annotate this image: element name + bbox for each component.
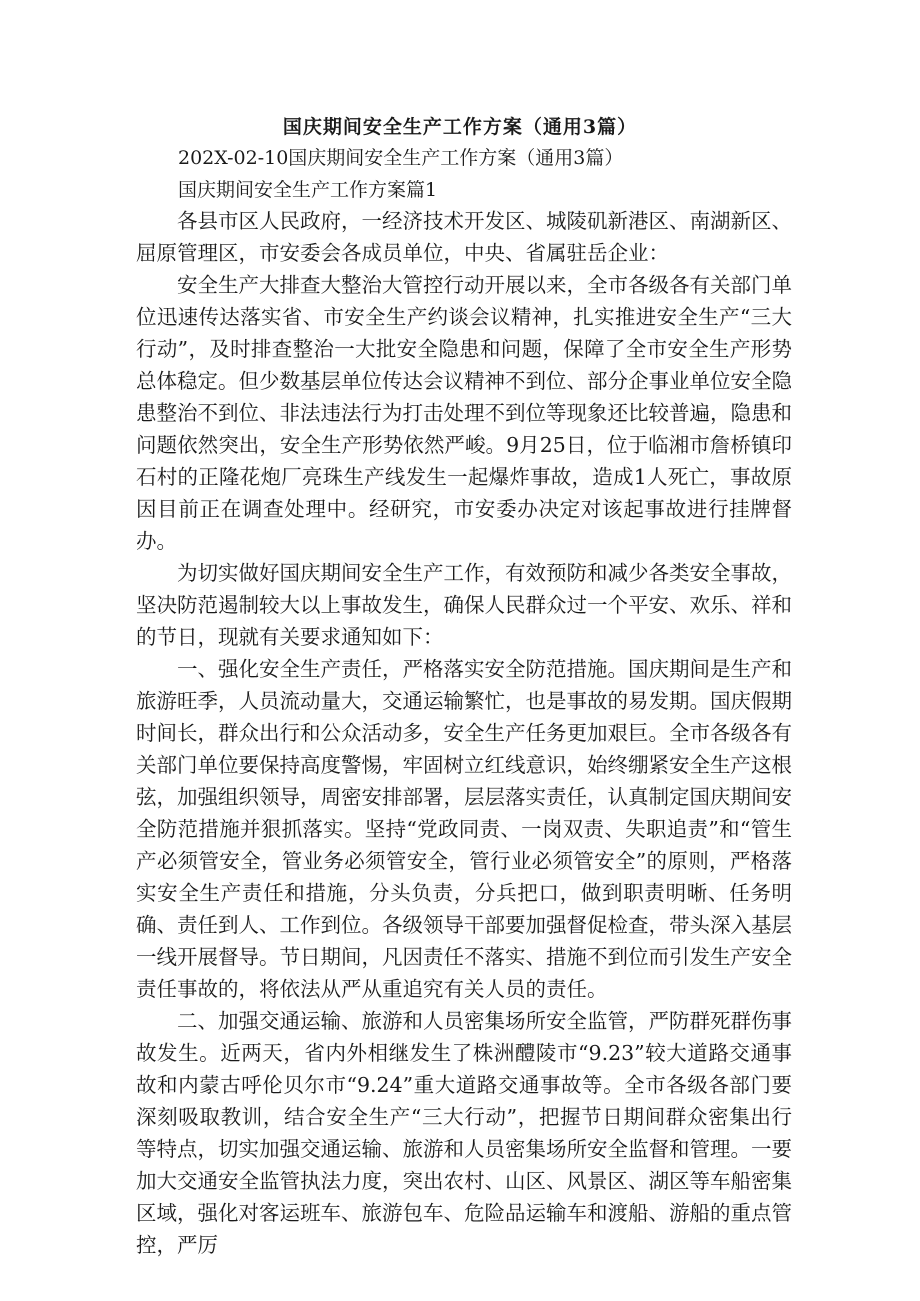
paragraph-addressee: 各县市区人民政府，一经济技术开发区、城陵矶新港区、南湖新区、屈原管理区，市安委会各成员单位，中央、省属驻岳企业： <box>136 209 792 265</box>
section-heading: 国庆期间安全生产工作方案篇1 <box>178 179 438 201</box>
paragraph-background: 安全生产大排查大整治大管控行动开展以来，全市各级各有关部门单位迅速传达落实省、市安全生产约谈会议精神，扎实推进安全生产“三大行动”，及时排查整治一大批安全隐患和问题，保障了全市安全生产形势总体稳定。但少数基层单位传达会议精神不到位、部分企事业单位安全隐患整治不到位、非法违法行为打击处理不到位等现象还比较普遍，隐患和问题依然突出，安全生产形势依然严峻。9月25日，位于临湘市詹桥镇印石村的正隆花炮厂亮珠生产线发生一起爆炸事故，造成1人死亡，事故原因目前正在调查处理中。经研究，市安委办决定对该起事故进行挂牌督办。 <box>136 273 792 553</box>
document-title: 国庆期间安全生产工作方案（通用3篇） <box>282 116 638 138</box>
paragraph-purpose: 为切实做好国庆期间安全生产工作，有效预防和减少各类安全事故，坚决防范遏制较大以上事故发生，确保人民群众过一个平安、欢乐、祥和的节日，现就有关要求通知如下： <box>136 561 792 649</box>
document-body <box>136 205 792 1261</box>
paragraph-item-2: 二、加强交通运输、旅游和人员密集场所安全监管，严防群死群伤事故发生。近两天，省内外相继发生了株洲醴陵市“9.23”较大道路交通事故和内蒙古呼伦贝尔市“9.24”重大道路交通事故等。全市各级各部门要深刻吸取教训，结合安全生产“三大行动”，把握节日期间群众密集出行等特点，切实加强交通运输、旅游和人员密集场所安全监督和管理。一要加大交通安全监管执法力度，突出农村、山区、风景区、湖区等车船密集区域，强化对客运班车、旅游包车、危险品运输车和渡船、游船的重点管控，严厉 <box>136 1009 792 1257</box>
document-date-line: 202X-02-10国庆期间安全生产工作方案（通用3篇） <box>178 147 624 169</box>
paragraph-item-1: 一、强化安全生产责任，严格落实安全防范措施。国庆期间是生产和旅游旺季，人员流动量大，交通运输繁忙，也是事故的易发期。国庆假期时间长，群众出行和公众活动多，安全生产任务更加艰巨。全市各级各有关部门单位要保持高度警惕，牢固树立红线意识，始终绷紧安全生产这根弦，加强组织领导，周密安排部署，层层落实责任，认真制定国庆期间安全防范措施并狠抓落实。坚持“党政同责、一岗双责、失职追责”和“管生产必须管安全，管业务必须管安全，管行业必须管安全”的原则，严格落实安全生产责任和措施，分头负责，分兵把口，做到职责明晰、任务明确、责任到人、工作到位。各级领导干部要加强督促检查，带头深入基层一线开展督导。节日期间，凡因责任不落实、措施不到位而引发生产安全责任事故的，将依法从严从重追究有关人员的责任。 <box>136 657 792 1001</box>
